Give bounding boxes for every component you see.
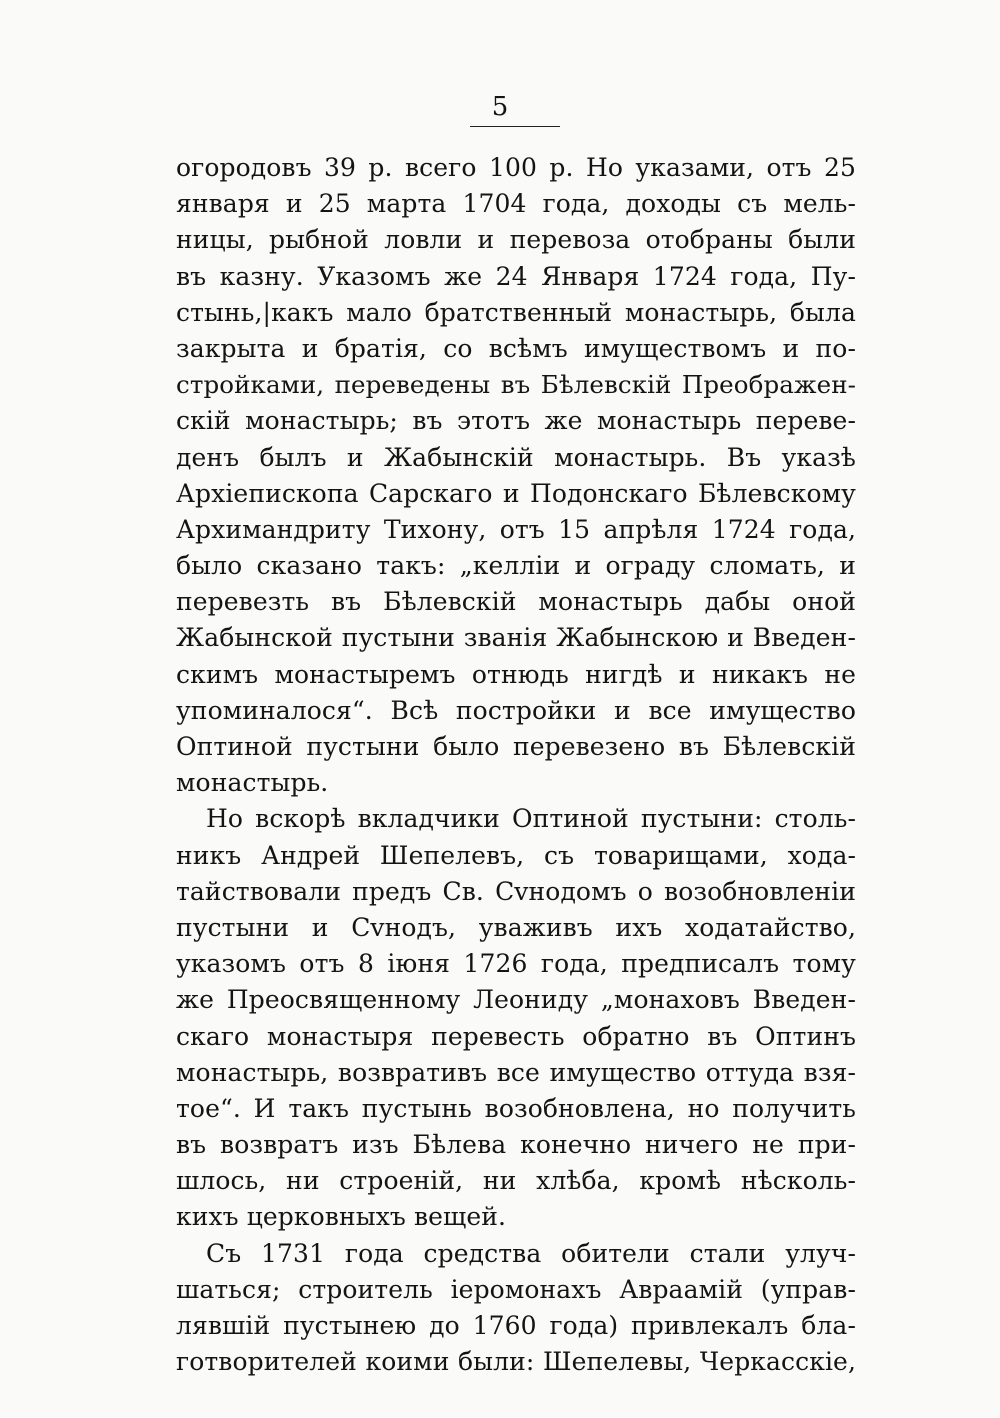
text-line: Архимандриту Тихону, отъ 15 апрѣля 1724 года, xyxy=(176,514,856,544)
text-line: лявшій пустынею до 1760 года) привлекалъ бла- xyxy=(176,1311,856,1340)
text-line: скій монастырь; въ этотъ же монастырь переве- xyxy=(176,406,856,436)
text-line: было сказано такъ: „келліи и ограду сломать, и xyxy=(176,551,856,581)
text-line: тое“. И такъ пустынь возобновлена, но получить xyxy=(176,1093,856,1123)
text-line: же Преосвященному Леониду „монаховъ Введен- xyxy=(176,985,856,1015)
text-line: шаться; строитель іеромонахъ Авраамій (управ- xyxy=(176,1274,856,1304)
text-line: Съ 1731 года средства обители стали улуч- xyxy=(206,1238,856,1268)
text-line: монастырь, возвративъ все имущество оттуда взя- xyxy=(176,1057,856,1087)
text-line: закрыта и братія, со всѣмъ имуществомъ и по- xyxy=(176,333,856,363)
text-line: указомъ отъ 8 іюня 1726 года, предписалъ тому xyxy=(176,949,856,979)
text-line: стройками, переведены въ Бѣлевскій Преображен- xyxy=(176,370,856,400)
text-line: шлось, ни строеній, ни хлѣба, кромѣ нѣсколь- xyxy=(176,1166,856,1196)
text-line: въ казну. Указомъ же 24 Января 1724 года, Пу- xyxy=(176,261,856,291)
text-line: стынь,|какъ мало братственный монастырь, была xyxy=(176,297,856,327)
paragraph-3 xyxy=(176,1236,856,1381)
paragraph-2 xyxy=(176,801,856,1235)
text-line: Жабынской пустыни званія Жабынскою и Введен- xyxy=(176,623,856,653)
text-line: никъ Андрей Шепелевъ, съ товарищами, хода- xyxy=(176,840,856,870)
page-number: 5 xyxy=(491,92,509,122)
text-line: пустыни и Сvнодъ, уваживъ ихъ ходатайство, xyxy=(176,912,856,942)
text-line: монастырь. xyxy=(176,768,329,798)
text-line: Оптиной пустыни было перевезено въ Бѣлевскій xyxy=(176,732,856,761)
text-line: Архіепископа Сарскаго и Подонскаго Бѣлевскому xyxy=(176,478,856,508)
text-line: готворителей коими были: Шепелевы, Черкасскіе, xyxy=(176,1347,856,1377)
text-line: января и 25 марта 1704 года, доходы съ мель- xyxy=(176,189,856,219)
text-line: огородовъ 39 р. всего 100 р. Но указами, отъ 25 xyxy=(176,153,856,182)
page-number-rule xyxy=(470,126,560,127)
text-line: скимъ монастыремъ отнюдь нигдѣ и никакъ не xyxy=(176,659,856,689)
text-line: упоминалося“. Всѣ постройки и все имущество xyxy=(176,695,856,725)
text-line: денъ былъ и Жабынскій монастырь. Въ указѣ xyxy=(176,442,856,472)
text-line: скаго монастыря перевесть обратно въ Оптинъ xyxy=(176,1021,856,1051)
text-line: кихъ церковныхъ вещей. xyxy=(176,1202,507,1232)
text-line: Но вскорѣ вкладчики Оптиной пустыни: столь- xyxy=(206,804,856,834)
text-line: въ возвратъ изъ Бѣлева конечно ничего не при- xyxy=(176,1130,856,1160)
body-text xyxy=(176,150,856,1380)
text-line: тайствовали предъ Св. Сvнодомъ о возобновленіи xyxy=(176,876,856,906)
paragraph-1 xyxy=(176,150,856,801)
text-line: перевезть въ Бѣлевскій монастырь дабы оной xyxy=(176,587,856,617)
text-line: ницы, рыбной ловли и перевоза отобраны были xyxy=(176,225,856,255)
